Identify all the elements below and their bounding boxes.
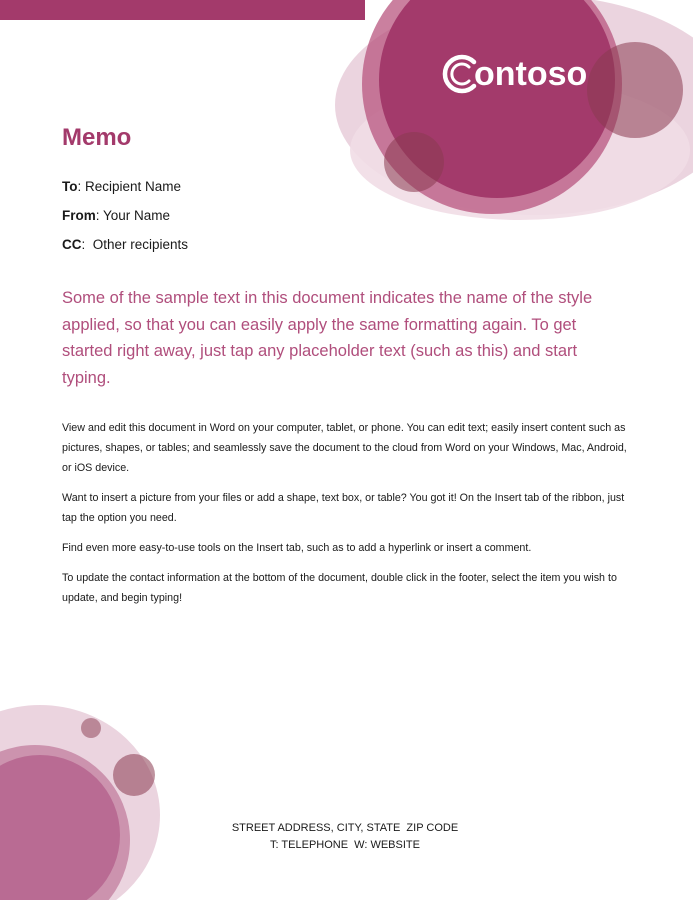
memo-title: Memo xyxy=(62,124,132,151)
intro-paragraph: Some of the sample text in this document indicates the name of the style applied, so that you can easily apply the same formatting again. To get started right away, just tap any placeholder text (such as this) and start typing. xyxy=(62,289,593,387)
from-separator: : xyxy=(95,208,104,223)
footer-address: STREET ADDRESS, CITY, STATE ZIP CODE xyxy=(231,822,459,834)
to-separator: : xyxy=(77,179,86,194)
from-field xyxy=(62,206,188,235)
body-paragraph: Want to insert a picture from your files or add a shape, text box, or table? You got it! On the Insert tab of the ribbon, just tap the option you need. xyxy=(62,492,625,524)
body-paragraph: Find even more easy-to-use tools on the Insert tab, such as to add a hyperlink or insert a comment. xyxy=(62,542,532,554)
from-label: From xyxy=(62,208,96,223)
body-paragraph: To update the contact information at the bottom of the document, double click in the footer, select the item you wish to update, and begin typing! xyxy=(62,572,617,604)
body-text xyxy=(62,418,632,618)
to-field xyxy=(62,177,188,206)
to-value: Recipient Name xyxy=(85,179,182,194)
cc-value: Other recipients xyxy=(92,237,189,252)
memo-header-fields xyxy=(62,177,188,264)
cc-separator: : xyxy=(81,237,93,252)
footer-contact: T: TELEPHONE W: WEBSITE xyxy=(270,839,420,851)
cc-label: CC xyxy=(62,237,82,252)
contoso-logo xyxy=(440,52,587,96)
footer xyxy=(175,820,515,854)
contoso-logo-text: ontoso xyxy=(474,55,588,93)
to-label: To xyxy=(62,179,78,194)
from-value: Your Name xyxy=(103,208,171,223)
body-paragraph: View and edit this document in Word on your computer, tablet, or phone. You can edit text; easily insert content such as pictures, shapes, or tables; and seamlessly save the document to the cloud from Word on your Windows, Mac, Android, or iOS device. xyxy=(62,422,627,474)
cc-field xyxy=(62,235,188,264)
